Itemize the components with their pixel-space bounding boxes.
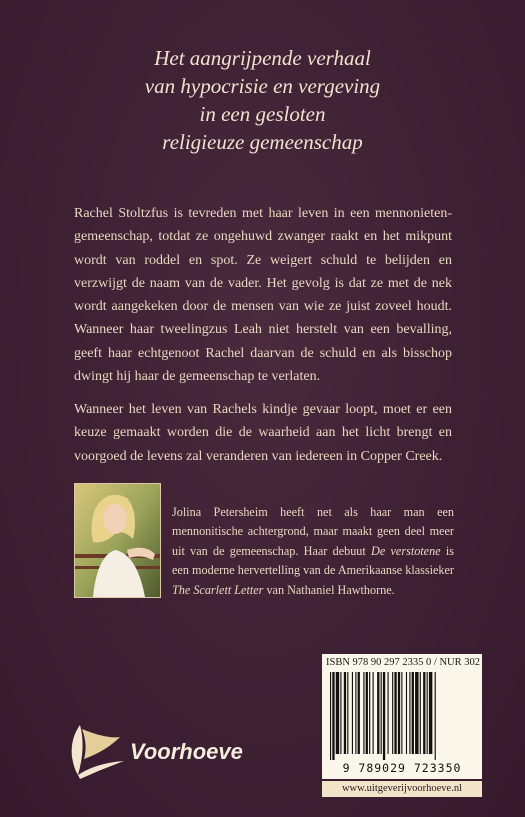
barcode-bar bbox=[355, 672, 356, 754]
barcode-bar bbox=[330, 672, 331, 760]
barcode-bar bbox=[332, 672, 334, 760]
barcode-bar bbox=[394, 672, 396, 754]
barcode-bar bbox=[406, 672, 407, 754]
barcode-bar bbox=[340, 672, 341, 754]
barcode-label bbox=[322, 654, 482, 779]
barcode-bar bbox=[358, 672, 360, 754]
barcode-bar bbox=[369, 672, 370, 754]
barcode-bar bbox=[415, 672, 418, 754]
barcode-bar bbox=[381, 672, 382, 754]
barcode bbox=[328, 672, 476, 760]
author-bio bbox=[172, 503, 454, 600]
barcode-number: 9 789029 723350 bbox=[342, 761, 462, 775]
barcode-bar bbox=[352, 672, 353, 754]
author-bio-text: van Nathaniel Hawthorne. bbox=[263, 582, 395, 597]
barcode-bar bbox=[388, 672, 389, 754]
barcode-bar bbox=[429, 672, 432, 754]
barcode-bar bbox=[412, 672, 414, 754]
book-title: De verstotene bbox=[371, 543, 441, 558]
publisher-logo bbox=[66, 717, 246, 781]
author-bio-text: Jolina Petersheim heeft net als haar man een mennonitische achtergrond, maar maakt geen deel meer uit van de gemeenschap. Haar debuut bbox=[172, 505, 454, 558]
barcode-bar bbox=[383, 672, 385, 760]
barcode-bar bbox=[427, 672, 428, 754]
barcode-bar bbox=[363, 672, 364, 754]
barcode-bar bbox=[420, 672, 421, 754]
tagline-line: Het aangrijpende verhaal bbox=[154, 46, 371, 70]
barcode-bar bbox=[373, 672, 374, 754]
synopsis-paragraph: Wanneer het leven van Rachels kindje gevaar loopt, moet er een keuze gemaakt worden die de waarheid aan het licht brengt en voorgoed de levens zal veranderen van iedereen in Copper Creek. bbox=[74, 402, 452, 464]
barcode-bar bbox=[401, 672, 402, 754]
barcode-bar bbox=[377, 672, 379, 754]
barcode-bar bbox=[435, 672, 436, 760]
barcode-bar bbox=[423, 672, 425, 754]
publisher-url: www.uitgeverijvoorhoeve.nl bbox=[322, 781, 482, 797]
classic-title: The Scarlett Letter bbox=[172, 582, 264, 597]
tagline bbox=[60, 44, 465, 156]
feather-quill-icon bbox=[66, 717, 126, 781]
author-photo bbox=[74, 483, 161, 598]
barcode-bar bbox=[398, 672, 400, 754]
barcode-bar bbox=[409, 672, 410, 754]
isbn-line: ISBN 978 90 297 2335 0 / NUR 302 bbox=[326, 657, 481, 668]
tagline-line: van hypocrisie en vergeving bbox=[144, 74, 381, 98]
author-bio-text: is een moderne hervertelling van de Amerikaanse klassieker bbox=[172, 543, 454, 578]
barcode-bar bbox=[347, 672, 348, 754]
publisher-name: Voorhoeve bbox=[130, 739, 243, 764]
barcode-bar bbox=[344, 672, 346, 754]
barcode-bar bbox=[366, 672, 368, 754]
tagline-line: in een gesloten bbox=[199, 102, 326, 126]
barcode-bar bbox=[336, 672, 339, 754]
tagline-line: religieuze gemeenschap bbox=[162, 130, 363, 154]
barcode-bar bbox=[392, 672, 393, 754]
synopsis-paragraph: Rachel Stoltzfus is tevreden met haar leven in een mennonieten-gemeenschap, totdat ze ongehuwd zwanger raakt en het mikpunt wordt van roddel en spot. Ze weigert schuld te belijden en verzwijgt de naam van de vader. Het gevolg is dat ze met de nek wordt aangekeken door de mensen van wie ze juist zoveel houdt. Wanneer haar tweelingzus Leah niet herstelt van een bevalling, geeft haar echtgenoot Rachel daarvan de schuld en als bisschop dwingt hij haar de gemeenschap te verlaten. bbox=[74, 206, 452, 385]
